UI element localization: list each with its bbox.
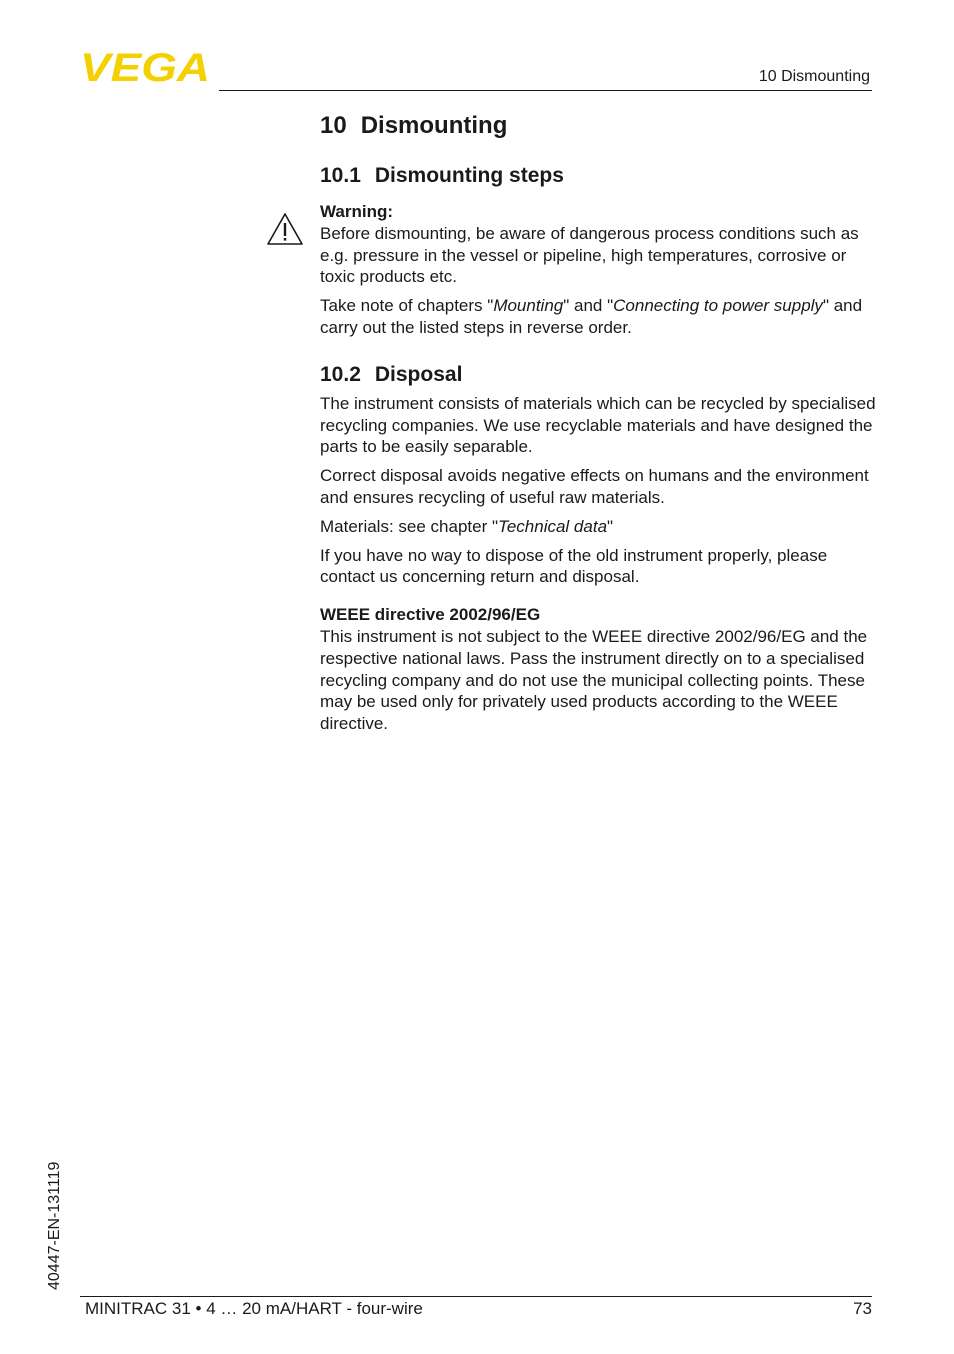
page-content bbox=[320, 110, 880, 735]
section-title: Dismounting steps bbox=[374, 164, 564, 187]
logo-text: VEGA bbox=[80, 50, 210, 84]
section-heading-disposal bbox=[320, 361, 880, 389]
materials-suffix: " bbox=[607, 516, 614, 536]
chapter-title: Dismounting bbox=[360, 112, 508, 139]
page-number: 73 bbox=[853, 1299, 872, 1318]
chapter-number: 10 bbox=[320, 112, 347, 139]
vega-logo bbox=[80, 50, 212, 84]
footer-product: MINITRAC 31 • 4 … 20 mA/HART - four-wire bbox=[85, 1299, 423, 1318]
section-title: Disposal bbox=[374, 362, 463, 386]
section-number: 10.2 bbox=[320, 362, 361, 386]
section-number: 10.1 bbox=[320, 164, 361, 187]
materials-paragraph bbox=[320, 516, 880, 538]
section-heading-dismounting-steps bbox=[320, 162, 880, 190]
running-header: 10 Dismounting bbox=[758, 68, 870, 85]
disposal-paragraph-4: If you have no way to dispose of the old instrument properly, please contact us concerning return and disposal. bbox=[320, 545, 828, 587]
warning-text: Before dismounting, be aware of dangerous process conditions such as e.g. pressure in the vessel or pipeline, high temperatures, corrosive or toxic products etc. bbox=[320, 223, 859, 287]
materials-prefix: Materials: see chapter " bbox=[320, 516, 499, 536]
chapter-heading bbox=[320, 110, 880, 142]
chapter-ref-technical-data: Technical data bbox=[498, 516, 608, 536]
header-divider bbox=[219, 90, 872, 91]
note-prefix: Take note of chapters " bbox=[320, 296, 494, 316]
warning-triangle-icon bbox=[266, 212, 304, 246]
footer-divider bbox=[80, 1296, 872, 1297]
note-mid: " and " bbox=[563, 296, 614, 316]
weee-text: This instrument is not subject to the WEEE directive 2002/96/EG and the respective national laws. Pass the instrument directly on to a specialised recycling company and do not use the municipal collecting points. These may be used only for privately used products according to the WEEE directive. bbox=[320, 626, 868, 734]
document-code: 40447-EN-131119 bbox=[46, 1161, 63, 1290]
note-suffix: " and carry out the listed steps in reverse order. bbox=[320, 296, 863, 337]
chapter-ref-mounting: Mounting bbox=[493, 296, 564, 316]
disposal-paragraph-1: The instrument consists of materials which can be recycled by specialised recycling companies. We use recyclable materials and have designed the parts to be easily separable. bbox=[320, 393, 876, 457]
chapter-ref-power-supply: Connecting to power supply bbox=[613, 296, 823, 316]
weee-heading: WEEE directive 2002/96/EG bbox=[320, 605, 541, 625]
disposal-paragraph-2: Correct disposal avoids negative effects on humans and the environment and ensures recycling of useful raw materials. bbox=[320, 466, 869, 507]
reverse-order-note bbox=[320, 295, 880, 339]
warning-label: Warning: bbox=[320, 202, 394, 221]
